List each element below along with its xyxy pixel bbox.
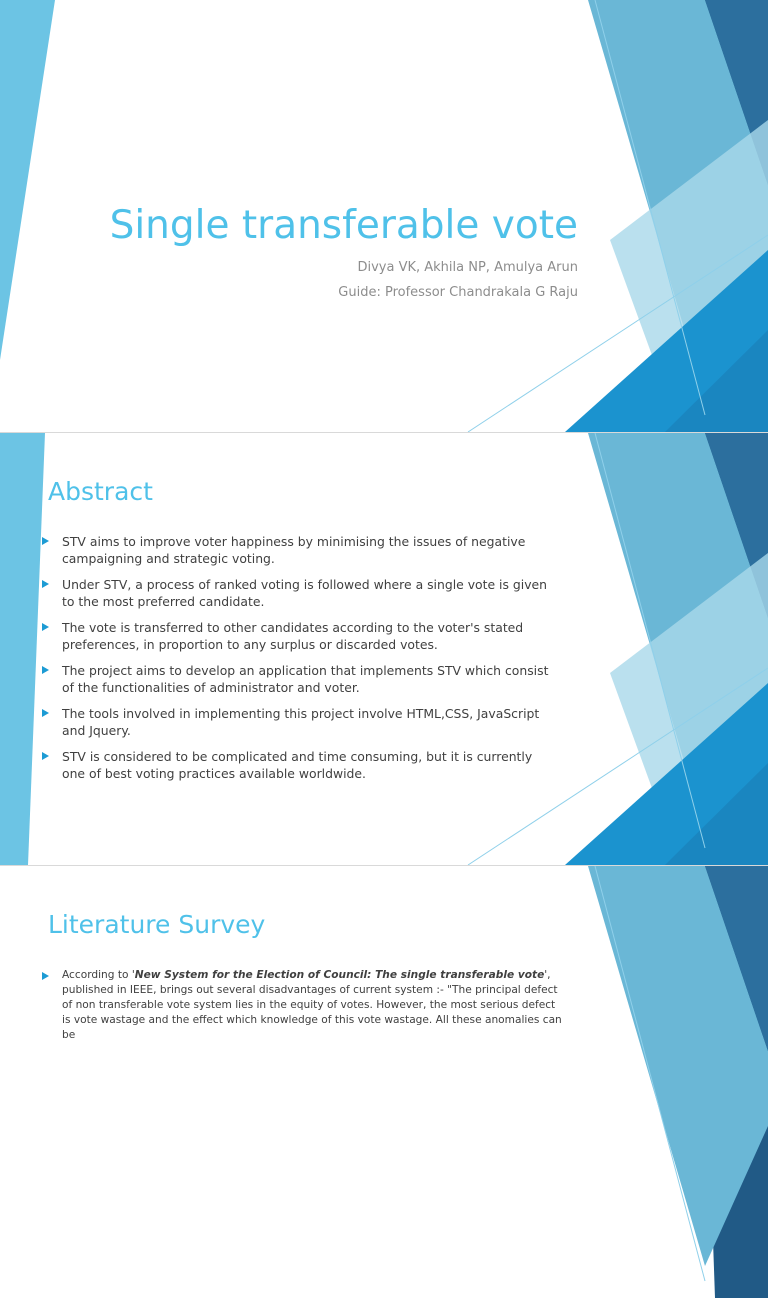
abstract-bullets [42, 533, 552, 791]
left-accent-shape [0, 0, 55, 360]
citation-text: ', published in IEEE, brings out several disadvantages of current system :- "The principal defect of non transferable vote system lies in the equity of votes. However, the most serious defect is vote wastage and the effect which knowledge of this vote wastage. All these anomalies can be [62, 969, 562, 1041]
list-item: STV aims to improve voter happiness by minimising the issues of negative campaigning and strategic voting. [42, 533, 552, 567]
citation-intro: According to ' [62, 969, 135, 981]
abstract-heading: Abstract [48, 477, 153, 506]
list-item: STV is considered to be complicated and time consuming, but it is currently one of best voting practices available worldwide. [42, 748, 552, 782]
literature-heading: Literature Survey [48, 910, 266, 939]
slide-literature [0, 866, 768, 1298]
list-item: The vote is transferred to other candidates according to the voter's stated preferences, in proportion to any surplus or discarded votes. [42, 619, 552, 653]
left-accent-shape [0, 433, 45, 865]
guide-text: Guide: Professor Chandrakala G Raju [338, 285, 578, 300]
list-item: The project aims to develop an application that implements STV which consist of the functionalities of administrator and voter. [42, 662, 552, 696]
slide-abstract [0, 433, 768, 865]
citation-title: New System for the Election of Council: The single transferable vote [134, 969, 545, 981]
page-title: Single transferable vote [109, 203, 578, 248]
slide-title [0, 0, 768, 432]
list-item: Under STV, a process of ranked voting is followed where a single vote is given to the most preferred candidate. [42, 576, 552, 610]
list-item: The tools involved in implementing this project involve HTML,CSS, JavaScript and Jquery. [42, 705, 552, 739]
list-item [42, 968, 562, 1043]
authors-text: Divya VK, Akhila NP, Amulya Arun [357, 260, 578, 275]
literature-bullets [42, 968, 562, 1043]
